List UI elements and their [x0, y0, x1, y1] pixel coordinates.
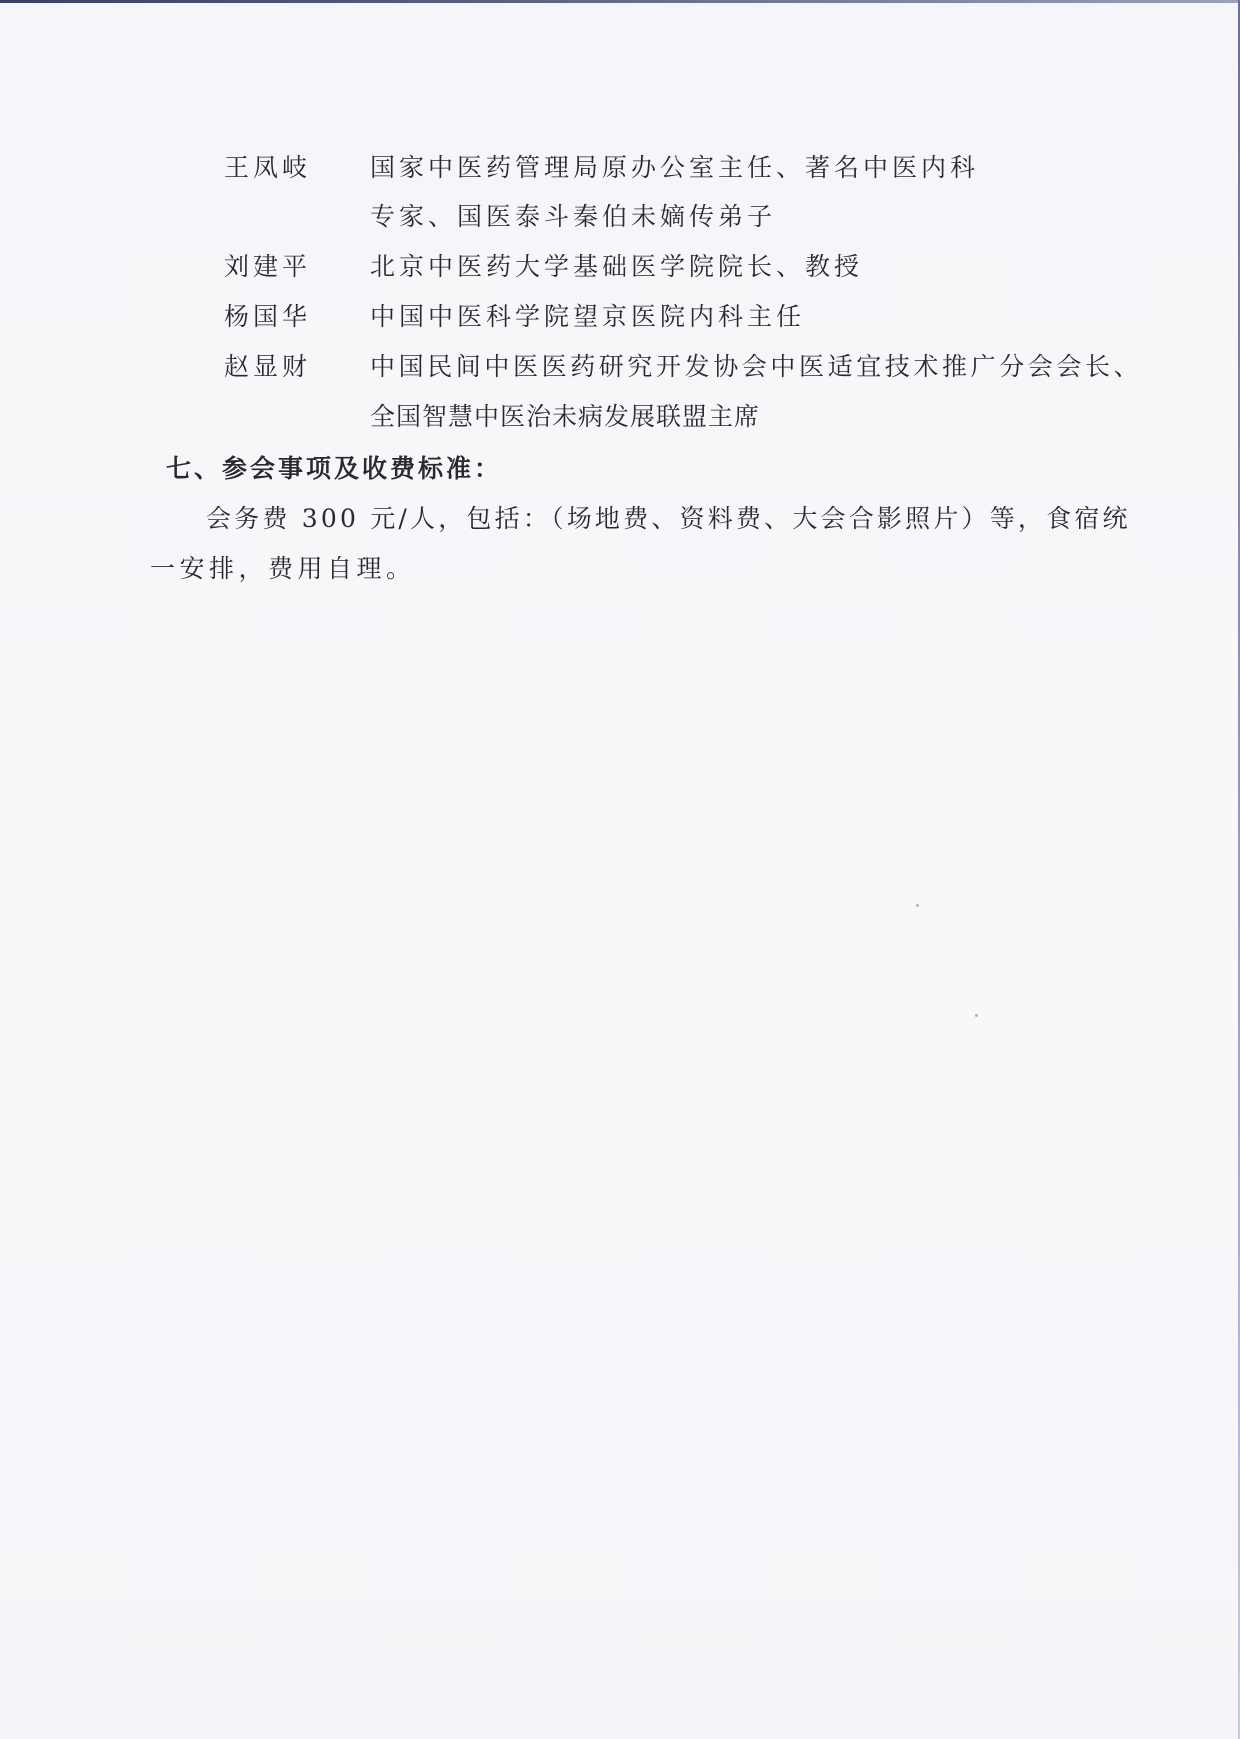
section-heading: 七、参会事项及收费标准：	[166, 454, 503, 483]
expert-title-line: 北京中医药大学基础医学院院长、教授	[370, 252, 864, 281]
expert-title-line: 专家、国医泰斗秦伯未嫡传弟子	[370, 202, 777, 231]
expert-name: 赵显财	[224, 352, 312, 381]
expert-title-line: 国家中医药管理局原办公室主任、著名中医内科	[370, 153, 980, 182]
expert-name: 王凤岐	[224, 153, 312, 182]
expert-name: 杨国华	[224, 302, 312, 331]
scan-speck	[916, 904, 919, 907]
paragraph-line: 一安排，费用自理。	[150, 554, 416, 583]
expert-title-line: 全国智慧中医治未病发展联盟主席	[370, 402, 761, 431]
expert-name: 刘建平	[224, 252, 312, 281]
scan-top-edge	[0, 0, 1240, 3]
scan-speck	[975, 1014, 978, 1017]
expert-title-line: 中国中医科学院望京医院内科主任	[370, 302, 806, 331]
expert-title-line: 中国民间中医医药研究开发协会中医适宜技术推广分会会长、	[370, 352, 1143, 381]
paragraph-line: 会务费 300 元/人，包括：（场地费、资料费、大会合影照片）等，食宿统	[206, 504, 1131, 533]
